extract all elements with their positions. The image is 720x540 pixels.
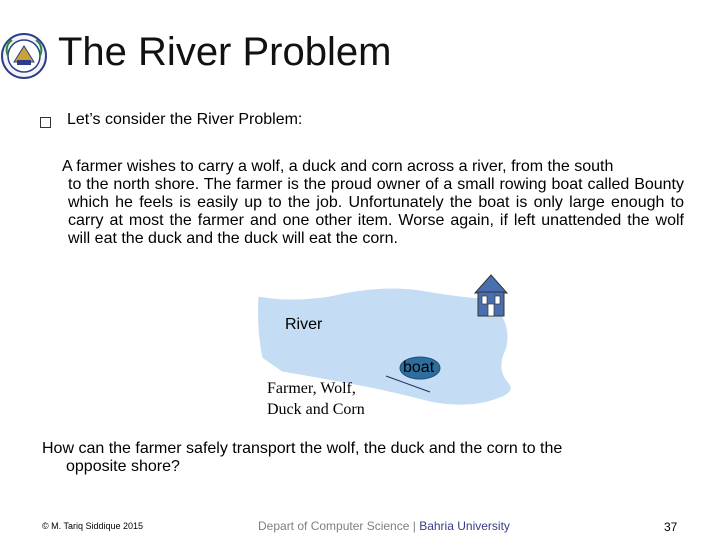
paragraph-first-line: A farmer wishes to carry a wolf, a duck and corn across a river, from the south (62, 158, 614, 175)
slide-title: The River Problem (58, 30, 392, 74)
footer-author: © M. Tariq Siddique 2015 (42, 521, 144, 531)
question-paragraph (42, 440, 684, 476)
bullet-emphasis: River Problem (196, 111, 298, 128)
boat-label: boat (403, 359, 435, 376)
footer-university: Bahria University (419, 519, 510, 533)
page-number: 37 (664, 520, 678, 534)
river-label: River (285, 316, 323, 333)
paragraph-body: to the north shore. The farmer is the proud owner of a small rowing boat called Bounty which he feels is easily up to the job. Unfortunately the boat is only large enough to carry at most the farmer and one other item. Worse again, if left unattended the wolf will eat the duck and the duck will eat the corn. (68, 176, 684, 247)
bank-line-2: Duck and Corn (267, 401, 365, 418)
footer-department-text: Depart of Computer Science | (258, 519, 420, 533)
bank-line-1: Farmer, Wolf, (267, 380, 356, 397)
question-rest: opposite shore? (66, 458, 180, 475)
bullet-suffix: : (297, 111, 303, 128)
footer-department (258, 519, 510, 533)
bullet-prefix: Let’s consider the (67, 111, 197, 128)
south-bank-label (267, 378, 397, 420)
house-icon (475, 275, 507, 316)
question-first-line: How can the farmer safely transport the wolf, the duck and the corn to the (42, 440, 563, 457)
